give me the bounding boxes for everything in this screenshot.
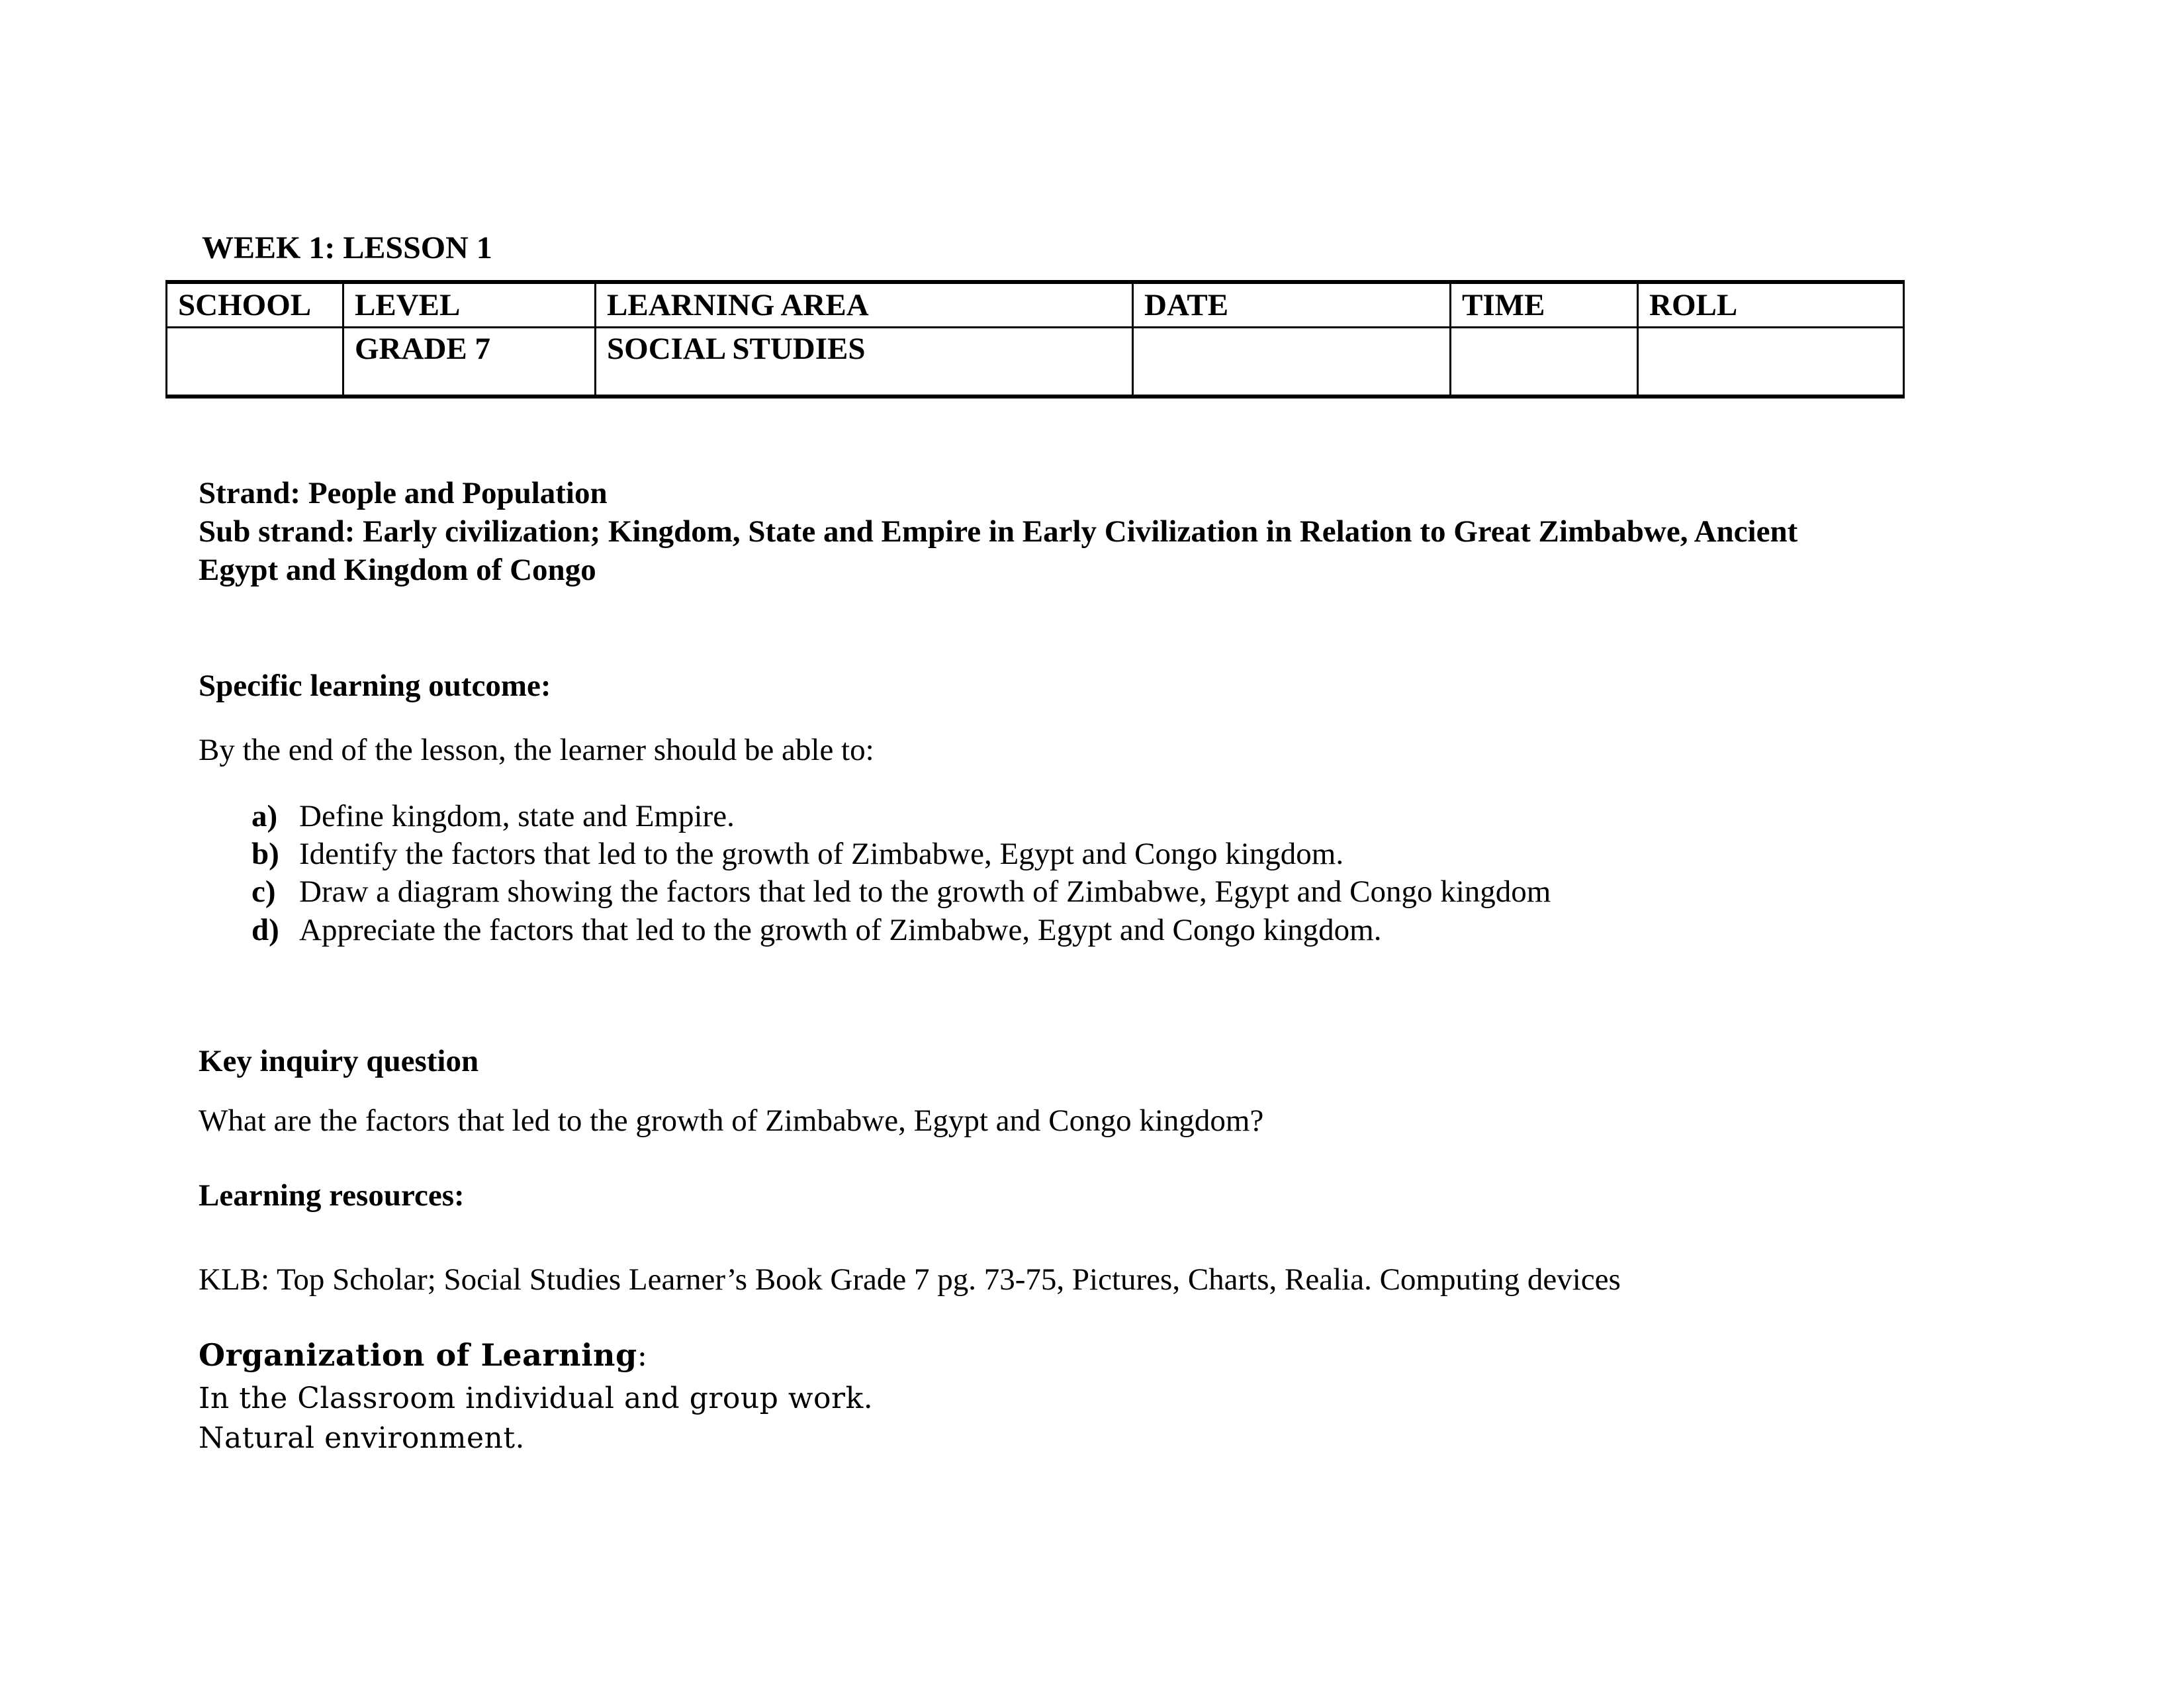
col-header-time: TIME [1451,282,1638,328]
col-header-roll: ROLL [1638,282,1904,328]
col-header-date: DATE [1133,282,1451,328]
outcome-item-d-text: Appreciate the factors that led to the growth of Zimbabwe, Egypt and Congo kingdom. [299,913,1382,947]
organization-line-classroom: In the Classroom individual and group work. [199,1382,874,1415]
key-inquiry-heading: Key inquiry question [199,1044,479,1078]
cell-level-value: GRADE 7 [343,328,596,397]
specific-learning-outcome-heading: Specific learning outcome: [199,669,551,703]
cell-school-value [167,328,343,397]
outcome-item-c-marker: c) [251,874,276,909]
cell-roll-value [1638,328,1904,397]
cell-date-value [1133,328,1451,397]
organization-heading-text: Organization of Learning [199,1337,637,1373]
outcome-item-b-text: Identify the factors that led to the growth of Zimbabwe, Egypt and Congo kingdom. [299,837,1344,871]
key-inquiry-question-text: What are the factors that led to the growth of Zimbabwe, Egypt and Congo kingdom? [199,1103,1264,1138]
week-lesson-heading: WEEK 1: LESSON 1 [202,230,492,265]
outcome-item-a [251,797,735,835]
strand-line: Strand: People and Population [199,476,608,510]
lesson-info-table [165,280,1905,399]
cell-time-value [1451,328,1638,397]
cell-learning-area-value: SOCIAL STUDIES [596,328,1133,397]
outcome-intro-text: By the end of the lesson, the learner should be able to: [199,733,874,767]
outcome-item-c [251,872,1551,911]
outcome-item-b-marker: b) [251,837,279,871]
organization-of-learning-heading [199,1336,648,1374]
sub-strand-line: Sub strand: Early civilization; Kingdom, State and Empire in Early Civilization in Relation to Great Zimbabwe, Ancient [199,514,1798,549]
outcome-item-d-marker: d) [251,913,279,947]
outcome-item-c-text: Draw a diagram showing the factors that led to the growth of Zimbabwe, Egypt and Congo kingdom [299,874,1551,909]
col-header-level: LEVEL [343,282,596,328]
table-value-row [167,328,1904,397]
outcome-item-d [251,911,1381,949]
organization-line-environment: Natural environment. [199,1421,525,1455]
outcome-item-a-text: Define kingdom, state and Empire. [299,799,735,833]
sub-strand-continuation-line: Egypt and Kingdom of Congo [199,553,596,587]
table-header-row [167,282,1904,328]
outcome-item-a-marker: a) [251,799,278,833]
col-header-learning-area: LEARNING AREA [596,282,1133,328]
outcome-item-b [251,835,1343,873]
learning-resources-text: KLB: Top Scholar; Social Studies Learner’s Book Grade 7 pg. 73-75, Pictures, Charts, Realia. Computing devices [199,1262,1621,1297]
organization-heading-colon: : [637,1337,648,1373]
learning-resources-heading: Learning resources: [199,1178,465,1213]
col-header-school: SCHOOL [167,282,343,328]
